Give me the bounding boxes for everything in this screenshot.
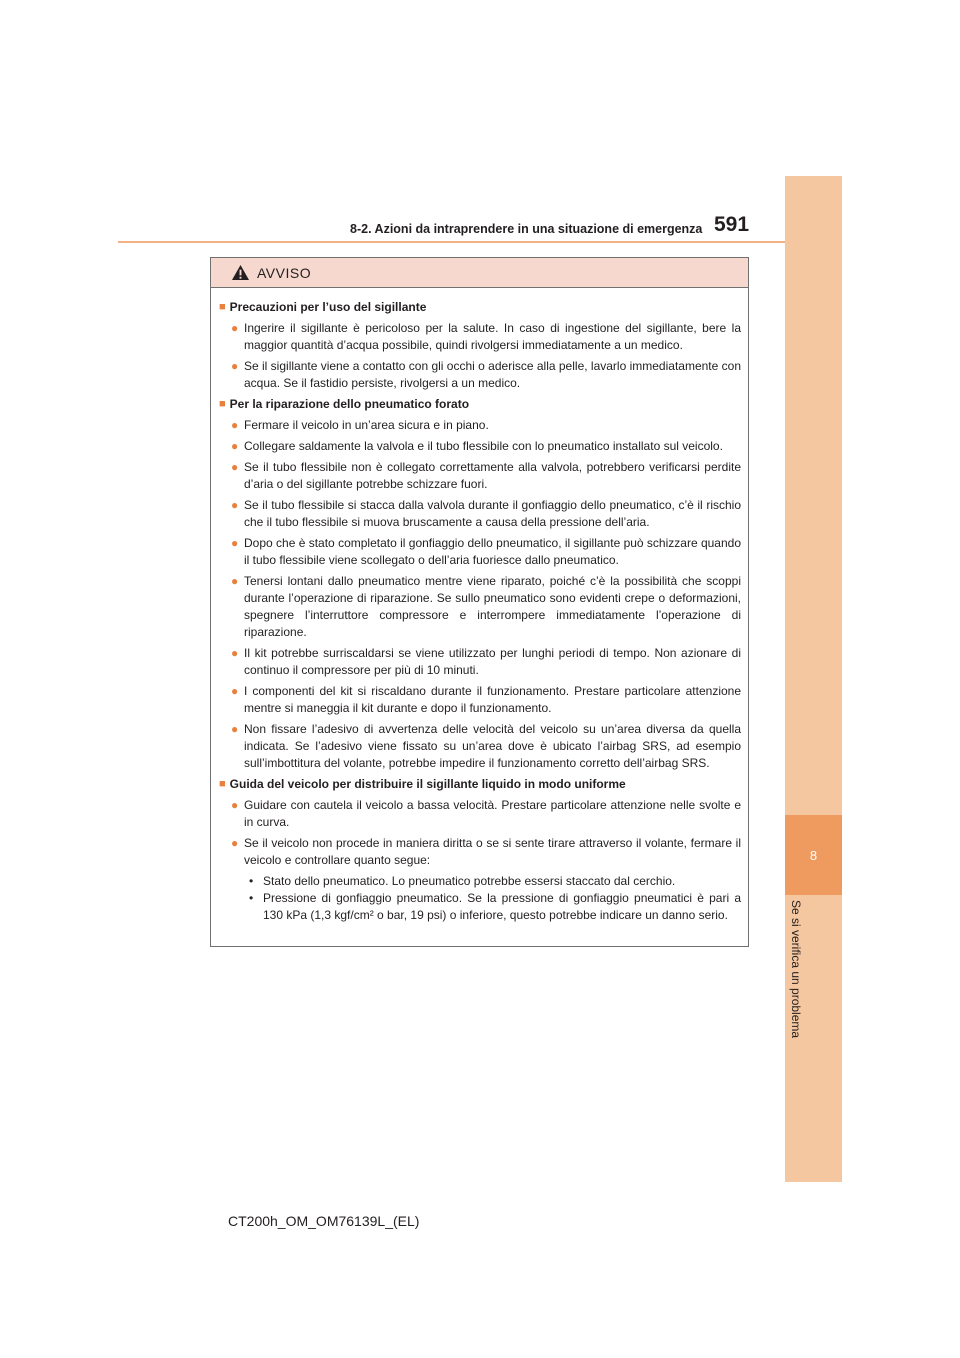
round-bullet-icon: ● (231, 536, 239, 550)
bullet-item (231, 721, 741, 772)
chapter-number-tab[interactable] (785, 815, 842, 895)
section-heading (219, 776, 741, 793)
section-heading-text: Per la riparazione dello pneumatico forato (229, 397, 470, 411)
sub-list-item (249, 873, 741, 890)
chapter-title-vertical: Se si verifica un problema (789, 900, 803, 1039)
round-bullet-icon: ● (231, 418, 239, 432)
round-bullet-icon: ● (231, 722, 239, 736)
warning-title: AVVISO (257, 264, 312, 281)
document-code: CT200h_OM_OM76139L_(EL) (228, 1213, 420, 1229)
round-bullet-icon: ● (231, 321, 239, 335)
round-bullet-icon: ● (231, 359, 239, 373)
warning-box (210, 257, 749, 947)
round-bullet-icon: ● (231, 684, 239, 698)
warning-body (211, 288, 748, 924)
bullet-text: Tenersi lontani dallo pneumatico mentre viene riparato, poiché c’è la possibilità che scoppi durante l’operazione di riparazione. Se sullo pneumatico sono evidenti crepe o deformazioni, spegnere l’interruttore compressore e interrompere immediatamente l’operazione di riparazione. (244, 574, 741, 639)
section-heading-text: Precauzioni per l’uso del sigillante (229, 300, 427, 314)
sub-list-item (249, 890, 741, 924)
bullet-text: Se il veicolo non procede in maniera diritta o se si sente tirare attraverso il volante, fermare il veicolo e controllare quanto segue: (244, 836, 741, 867)
bullet-text: Non fissare l’adesivo di avvertenza delle velocità del veicolo su un’area diversa da quella indicata. Se l’adesivo viene fissato su un’area dove è ubicato l’airbag SRS, ad esempio sull’imbottitura del volante, potrebbe impedire il funzionamento corretto dell’airbag SRS. (244, 722, 741, 770)
bullet-item (231, 438, 741, 455)
round-bullet-icon: ● (231, 836, 239, 850)
round-bullet-icon: ● (231, 574, 239, 588)
round-bullet-icon: ● (231, 460, 239, 474)
bullet-text: Se il sigillante viene a contatto con gli occhi o aderisce alla pelle, lavarlo immediatamente con acqua. Se il fastidio persiste, rivolgersi a un medico. (244, 359, 741, 390)
round-bullet-icon: ● (231, 646, 239, 660)
square-bullet-icon: ■ (219, 398, 226, 410)
bullet-text: I componenti del kit si riscaldano durante il funzionamento. Prestare particolare attenzione mentre si maneggia il kit durante e dopo il funzionamento. (244, 684, 741, 715)
section-title: 8-2. Azioni da intraprendere in una situazione di emergenza (350, 222, 703, 236)
bullet-text: Guidare con cautela il veicolo a bassa velocità. Prestare particolare attenzione nelle svolte e in curva. (244, 798, 741, 829)
bullet-text: Se il tubo flessibile non è collegato correttamente alla valvola, potrebbero verificarsi perdite d’aria o del sigillante potrebbe schizzare fuori. (244, 460, 741, 491)
bullet-text: Collegare saldamente la valvola e il tubo flessibile con lo pneumatico installato sul veicolo. (244, 439, 723, 453)
bullet-text: Se il tubo flessibile si stacca dalla valvola durante il gonfiaggio dello pneumatico, c’è il rischio che il tubo flessibile si muova bruscamente a causa della pressione dell’aria. (244, 498, 741, 529)
chapter-number: 8 (809, 847, 818, 863)
bullet-item (231, 497, 741, 531)
round-bullet-icon: ● (231, 498, 239, 512)
bullet-item (231, 573, 741, 641)
bullet-item (231, 535, 741, 569)
page-number: 591 (714, 213, 750, 236)
bullet-item (231, 320, 741, 354)
bullet-item (231, 358, 741, 392)
round-bullet-icon: ● (231, 439, 239, 453)
bullet-item (231, 835, 741, 869)
warning-triangle-icon (231, 264, 250, 281)
bullet-text: Fermare il veicolo in un’area sicura e in piano. (244, 418, 489, 432)
round-bullet-icon: ● (231, 798, 239, 812)
bullet-item (231, 683, 741, 717)
bullet-item (231, 417, 741, 434)
bullet-text: Ingerire il sigillante è pericoloso per la salute. In caso di ingestione del sigillante, bere la maggior quantità d’acqua possibile, quindi rivolgersi immediatamente a un medico. (244, 321, 741, 352)
sub-list-text: Stato dello pneumatico. Lo pneumatico potrebbe essersi staccato dal cerchio. (263, 874, 676, 888)
bullet-item (231, 797, 741, 831)
warning-header (211, 258, 748, 288)
section-heading (219, 299, 741, 316)
square-bullet-icon: ■ (219, 778, 226, 790)
section-heading-text: Guida del veicolo per distribuire il sigillante liquido in modo uniforme (229, 777, 626, 791)
sub-bullet-icon: • (249, 891, 254, 905)
sub-bullet-icon: • (249, 874, 254, 888)
bullet-text: Dopo che è stato completato il gonfiaggio dello pneumatico, il sigillante può schizzare quando il tubo flessibile viene scollegato o dell’aria fuoriesce dallo pneumatico. (244, 536, 741, 567)
header-rule (118, 241, 785, 243)
bullet-item (231, 459, 741, 493)
sub-list-text: Pressione di gonfiaggio pneumatico. Se la pressione di gonfiaggio pneumatici è pari a 130 kPa (1,3 kgf/cm² o bar, 19 psi) o inferiore, questo potrebbe indicare un danno serio. (263, 891, 741, 922)
bullet-text: Il kit potrebbe surriscaldarsi se viene utilizzato per lunghi periodi di tempo. Non azionare di continuo il compressore per più di 10 minuti. (244, 646, 741, 677)
bullet-item (231, 645, 741, 679)
section-heading (219, 396, 741, 413)
square-bullet-icon: ■ (219, 301, 226, 313)
sub-list (249, 873, 741, 924)
